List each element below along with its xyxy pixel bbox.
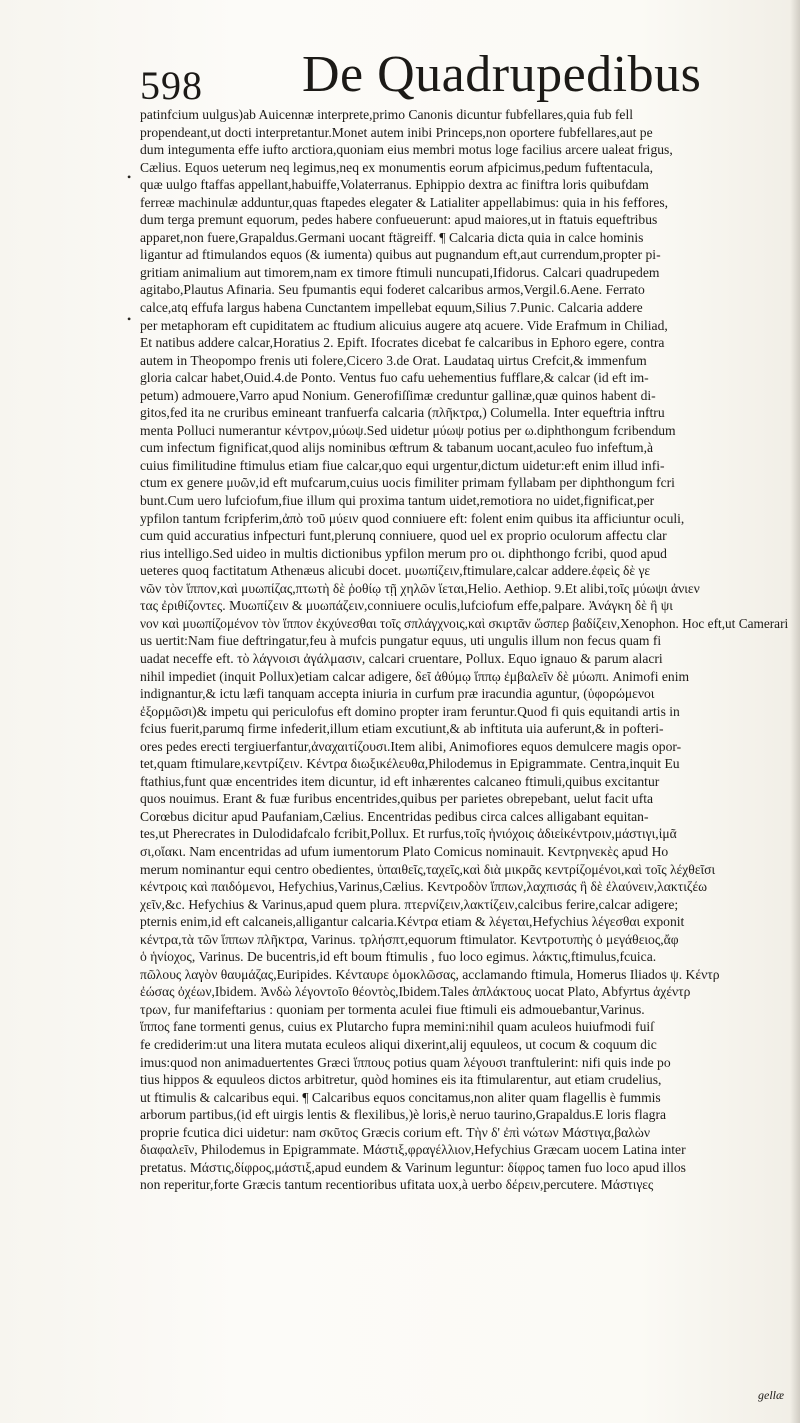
text-line: νῶν τὸν ἵππον,καὶ μυωπίζας,πτωτὴ δὲ ῥοθίῳ τῇ χηλῶν ἵεται,Helio. Aethiop. 9.Et alibi,τοῖς μύωψι ἀνιεν: [140, 580, 700, 596]
running-title: De Quadrupedibus: [302, 46, 702, 103]
text-line: pternis enim,id eft calcaneis,alligantur calcaria.Κέντρα etiam & λέγεται,Hefychius λέγεσθαι exponit: [140, 914, 685, 930]
text-line: indignantur,& ictu læfi tanquam accepta iniuria in curfum præ iracundia aguntur, (ὑφορώμενοι: [140, 686, 655, 702]
text-line: quos nouimus. Erant & fuæ furibus encentrides,quibus per parietes obrepebant, uelut facit ufta: [140, 791, 654, 807]
text-line: per metaphoram eft cupiditatem ac ftudium alicuius augere atq acuere. Vide Erafmum in Chiliad,: [140, 317, 668, 333]
text-line: ut ftimulis & calcaribus equi. ¶ Calcaribus equos concitamus,non aliter quam flagellis è fummis: [140, 1089, 661, 1105]
text-line: patinfcium uulgus)ab Auicennæ interprete,primo Canonis dicuntur fubfellares,quia fub fell: [140, 107, 634, 122]
margin-mark: •: [127, 312, 132, 326]
text-line: menta Polluci numerantur κέντρον,μύωψ.Sed uidetur μύωψ potius per ω.diphthongum fcribendum: [140, 422, 676, 438]
text-line: quæ uulgo ftaffas appellant,habuiffe,Volaterranus. Ephippio dextra ac finiftra loris quibufdam: [140, 177, 649, 193]
text-line: σι,οἴακι. Nam encentridas ad ufum iumentorum Plato Comicus nominauit. Κεντρηνεκὲς apud Ho: [140, 843, 669, 859]
text-line: petum) admouere,Varro apud Nonium. Generofiſſimæ creduntur gallinæ,quæ quinos habent di-: [140, 387, 656, 403]
text-line: imus:quod non animaduertentes Græci ἵππους potius quam λέγουσι tranftulerint: nifi quis inde po: [140, 1054, 671, 1070]
text-line: ἐξορμῶσι)& impetu qui periculofus eft domino propter iram feruntur.Quod fi quis equitandi artis in: [140, 703, 680, 719]
text-line: pretatus. Μάστις,δίφρος,μάστιξ,apud eundem & Varinum leguntur: δίφρος tamen fuo loco apud illos: [140, 1159, 686, 1175]
text-line: Corœbus dicitur apud Paufaniam,Cælius. Encentridas pedibus circa calces alligabant equitan-: [140, 808, 649, 824]
text-line: fcius fuerit,parumq firme infederit,illum etiam excutiunt,& ab inftituta uia auferunt,& in pofteri-: [140, 721, 664, 737]
text-line: tius hippos & equuleos dictos arbitretur, quòd homines eis ita ftimularentur, aut etiam crudelius,: [140, 1072, 662, 1088]
margin-mark: •: [127, 170, 132, 184]
text-line: autem in Theopompo frenis uti folere,Cicero 3.de Orat. Laudataq uirtus Crefcit,& immenfum: [140, 352, 647, 368]
text-line: gitos,fed ita ne cruribus emineant tranfuerfa calcaria (πλῆκτρα,) Columella. Inter equeftria inftru: [140, 405, 665, 421]
text-line: us uertit:Nam fiue deftringatur,feu à mufcis pungatur equus, uti ungulis illum non fecus quam fi: [140, 633, 662, 649]
text-line: τρων, fur manifeftarius : quoniam per tormenta aculei fiue ftimuli eis admouebantur,Varinus.: [140, 1001, 645, 1017]
page-number: 598: [140, 63, 203, 108]
text-line: nihil impediet (inquit Pollux)etiam calcar adigere, δεῖ ἀθύμῳ ἵππῳ ἐμβαλεῖν δὲ μύωπι. Animofi enim: [140, 668, 690, 684]
text-line: tes,ut Pherecrates in Dulodidafcalo fcribit,Pollux. Et rurfus,τοῖς ἡνιόχοις ἀδιεἰκέντροιν,μάστιγι,ἱμᾶ: [140, 826, 677, 842]
text-line: κέντρα,τὰ τῶν ἵππων πλῆκτρα, Varinus. τρλήσπτ,equorum ftimulator. Κεντροτυπὴς ὁ μεγάθειος,ἄφ: [140, 931, 679, 947]
text-line: calce,atq effufa largus habena Cunctantem impellebat equum,Silius 7.Punic. Calcaria addere: [140, 300, 643, 316]
text-line: ἐώσας ὀχέων,Ibidem. Ἀνδὼ λέγοντοῖο θέοντὸς,Ibidem.Tales ἀπλάκτους uocat Plato, Abfyrtus ἀχέντρ: [140, 984, 691, 1000]
catchword: gellæ: [758, 1388, 784, 1402]
text-line: διαφαλεῖν, Philodemus in Epigrammate. Μάστιξ,φραγέλλιον,Hefychius Græcam uocem Latina inter: [140, 1142, 686, 1158]
body-text: [140, 106, 790, 1194]
page-header: [140, 46, 780, 108]
text-line: arborum partibus,(id eft uirgis lentis & flexilibus,)è loris,è neruo taurino,Grapaldus.E loris flagra: [140, 1107, 667, 1123]
text-line: agitabo,Plautus Afinaria. Seu fpumantis equi foderet calcaribus armos,Vergil.6.Aene. Ferrato: [140, 282, 645, 298]
text-line: gritiam animalium aut timorem,nam ex timore ftimuli nuncupati,Ifidorus. Calcari quadrupedem: [140, 264, 660, 280]
text-line: apparet,non fuere,Grapaldus.Germani uocant ftägreiff. ¶ Calcaria dicta quia in calce hominis: [140, 229, 644, 245]
text-line: ctum ex genere μυῶν,id eft mufcarum,cuius uocis fimiliter primam fyllabam per diphthongum fcri: [140, 475, 675, 491]
text-line: Cælius. Equos ueterum neq legimus,neq ex monumentis eorum afpicimus,pedum fuftentacula,: [140, 159, 654, 175]
text-line: gloria calcar habet,Ouid.4.de Ponto. Ventus fuo cafu uehementius fufflare,& calcar (id eft im-: [140, 370, 649, 386]
text-line: τας ἐριθίζοντες. Μυωπίζειν & μυωπάζειν,conniuere oculis,lufciofum effe,palpare. Ἀνάγκη δὲ ἢ ψι: [140, 598, 673, 614]
text-line: uadat neceffe eft. τὸ λάγνοισι ἀγάλμασιν, calcari cruentare, Pollux. Equo ignauo & parum alacri: [140, 650, 663, 666]
text-line: ypfilon tantum fcripferim,ἀπὸ τοῦ μύειν quod conniuere eft: folent enim quibus ita afficiuntur oculi,: [140, 510, 685, 526]
text-line: merum nominantur equi centro obedientes, ὑπαιθεῖς,ταχεῖς,καὶ διὰ μικρᾶς κεντρίζομένοι,καὶ τοῖς λέχθεῖσι: [140, 861, 716, 877]
text-line: cum infectum fignificat,quod alijs nominibus œftrum & tabanum uocant,aculeo fuo infeftum,à: [140, 440, 654, 456]
text-line: cum quid accuratius infpecturi funt,plerunq conniuere, quod uel ex proprio oculorum affectu clar: [140, 528, 667, 544]
text-line: dum integumenta effe iufto arctiora,quoniam eius membri motus loge facilius arcere ualeat frigus,: [140, 142, 673, 158]
binding-shadow: [790, 0, 800, 1423]
text-line: ὁ ἡνίοχος, Varinus. De bucentris,id eft boum ftimulis , fuo loco egimus. λάκτις,ftimulus,fcuica.: [140, 949, 657, 965]
text-line: ueteres quoq factitatum Athenæus alicubi docet. μυωπίζειν,ftimulare,calcar addere.ἐφεὶς δὲ γε: [140, 563, 651, 579]
text-line: rius intelligo.Sed uideo in multis dictionibus ypfilon merum pro οι. diphthongo fcribi, quod apud: [140, 545, 667, 561]
text-line: ferreæ machinulæ adduntur,quas ftapedes elegater & Latialiter appellabimus: quia in his feffores,: [140, 194, 669, 210]
text-line: fe crediderim:ut una litera mutata eculeos aliqui dixerint,alij equuleos, ut cocum & coquum dic: [140, 1036, 657, 1052]
text-line: ftathius,funt quæ encentrides item dicuntur, id eft inhærentes calcaneo ftimuli,quibus excitantur: [140, 773, 660, 789]
text-line: χεῖν,&c. Hefychius & Varinus,apud quem plura. πτερνίζειν,λακτίζειν,calcibus ferire,calcar adigere;: [140, 896, 679, 912]
text-line: ligantur ad ftimulandos equos (& iumenta) quibus aut pugnandum eft,aut currendum,propter pi-: [140, 247, 661, 263]
text-line: πῶλους λαγὸν θαυμάζας,Euripides. Κένταυρε ὁμοκλῶσας, acclamando ftimula, Homerus Iliados ψ. Κέντρ: [140, 966, 720, 982]
text-line: κέντροις καὶ παιδόμενοι, Hefychius,Varinus,Cælius. Κεντροδὸν ἵππων,λαχπισάς ἢ δὲ ἐλαύνειν,λακτιζέω: [140, 879, 708, 895]
text-line: non reperitur,forte Græcis tantum recentioribus ufitata uox,à uerbo δέρειν,percutere. Μάστιγες: [140, 1177, 654, 1193]
text-line: Et natibus addere calcar,Horatius 2. Epift. Ifocrates dicebat fe calcaribus in Ephoro egere, contra: [140, 335, 665, 351]
text-line: dum terga premunt equorum, pedes habere confueuerunt: apud maiores,ut in ftatuis equeftribus: [140, 212, 658, 228]
text-line: νον καὶ μυωπίζομένον τὸν ἵππον ἐκχύνεσθαι τοῖς σπλάγχνοις,καὶ σκιρτᾶν ὥσπερ βαδίζειν,Xenophon. Hoc eft,ut Camerari: [140, 615, 789, 631]
text-line: ores pedes erecti tergiuerfantur,ἀναχαιτίζουσι.Item alibi, Animofiores equos demulcere magis opor-: [140, 738, 682, 754]
text-line: bunt.Cum uero lufciofum,fiue illum qui proxima tantum uidet,remotiora no uidet,fignificat,per: [140, 493, 655, 509]
text-line: ἵππος fane tormenti genus, cuius ex Plutarcho fupra memini:nihil quam aculeos huiufmodi fuiſ: [140, 1019, 654, 1035]
text-line: proprie fcutica dici uidetur: nam σκῦτος Græcis corium eft. Τὴν δ' ἐπὶ νώτων Μάστιγα,βαλὼν: [140, 1124, 650, 1140]
text-line: tet,quam ftimulare,κεντρίζειν. Κέντρα διωξικέλευθα,Philodemus in Epigrammate. Centra,inquit Eu: [140, 756, 680, 772]
text-line: propendeant,ut docti interpretantur.Monet autem inibi Princeps,non oportere fubfellares,aut pe: [140, 124, 653, 140]
text-line: cuius fimilitudine ftimulus etiam fiue calcar,quo equi urgentur,dictum uidetur:eft enim illud infi-: [140, 457, 665, 473]
